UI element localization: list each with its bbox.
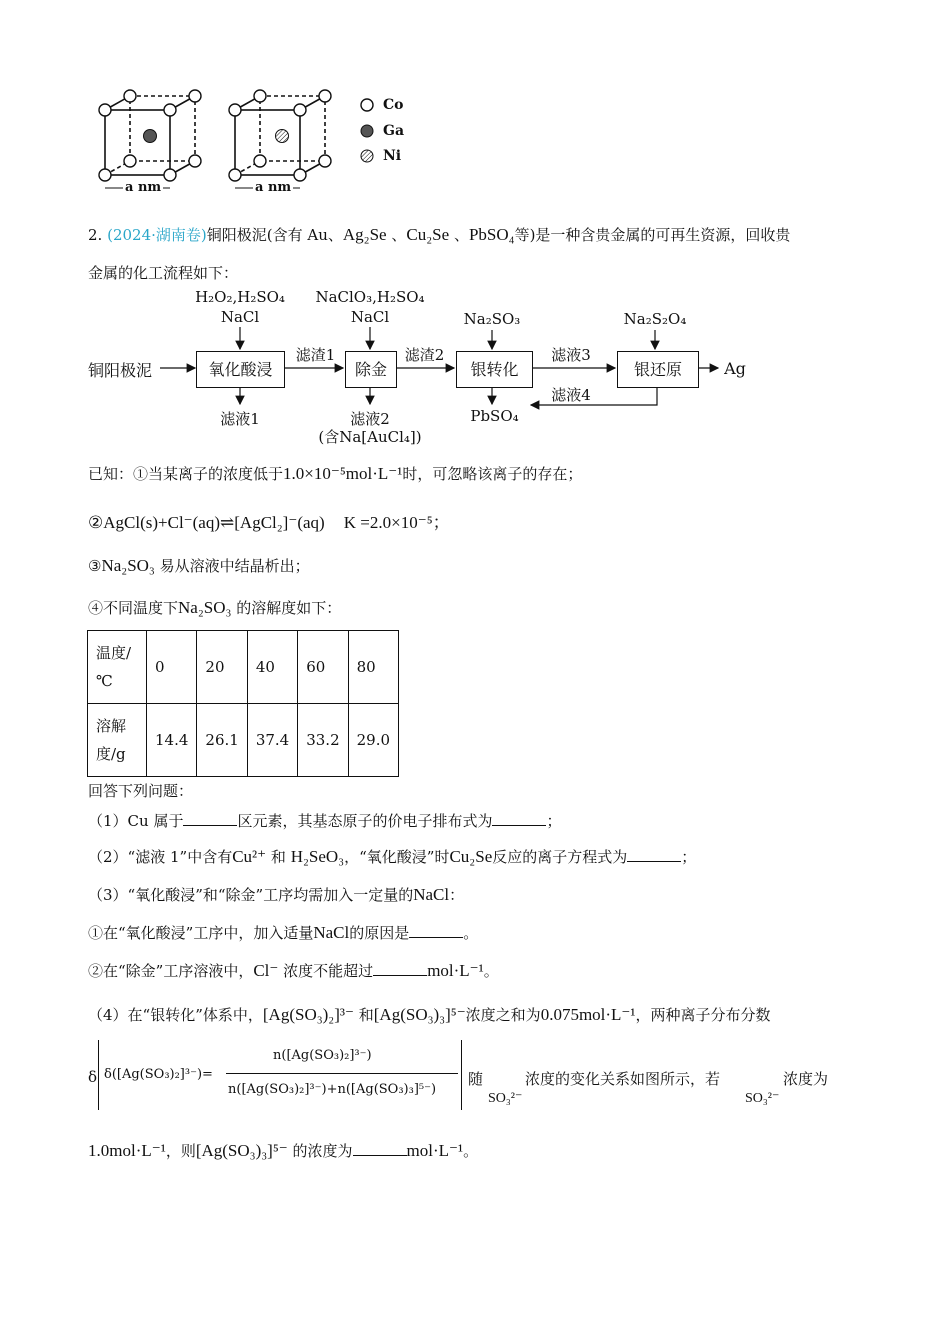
table-cell: 29.0 xyxy=(348,704,398,777)
part-2: （2）“滤液 1”中含有Cu²⁺ 和 H₂SeO₃，“氧化酸浸”时Cu₂Se反应的离子方程式为 ； xyxy=(88,847,697,866)
flow-reagent-2a: NaClO₃,H₂SO₄ xyxy=(315,288,425,306)
table-cell: 40 xyxy=(247,631,297,704)
part-4-text-2: 浓度为 xyxy=(783,1070,829,1088)
part-3: （3）“氧化酸浸”和“除金”工序均需加入一定量的NaCl： xyxy=(88,885,465,904)
flow-filtrate-2: 滤液2 xyxy=(350,410,390,428)
known-4: ④不同温度下Na₂SO₃ 的溶解度如下： xyxy=(88,598,342,617)
cell-edge-label-1: a nm xyxy=(125,180,162,195)
flow-residue-2: 滤渣2 xyxy=(404,346,445,364)
table-cell: 14.4 xyxy=(147,704,197,777)
flow-box-gold-removal: 除金 xyxy=(345,351,397,388)
known-1: 已知：①当某离子的浓度低于1.0×10⁻⁵mol·L⁻¹时，可忽略该离子的存在； xyxy=(88,464,583,483)
table-row xyxy=(88,631,399,704)
delta-symbol: δ xyxy=(88,1068,98,1086)
table-cell: 33.2 xyxy=(298,704,348,777)
part-4-cont: 随 xyxy=(468,1070,484,1088)
formula-lhs: δ([Ag(SO₃)₂]³⁻)= xyxy=(104,1067,213,1082)
known-3: ③Na₂SO₃ 易从溶液中结晶析出； xyxy=(88,556,310,575)
flow-filtrate-4: 滤液4 xyxy=(551,386,591,404)
distribution-formula xyxy=(88,1040,468,1112)
solubility-table xyxy=(87,630,399,777)
formula-denominator: n([Ag(SO₃)₂]³⁻)+n([Ag(SO₃)₃]⁵⁻) xyxy=(228,1082,437,1097)
flow-filtrate-1: 滤液1 xyxy=(220,410,260,428)
flow-reagent-3: Na₂SO₃ xyxy=(463,310,521,328)
legend-ni: Ni xyxy=(383,148,402,164)
part-1: （1）Cu 属于 区元素，其基态原子的价电子排布式为 ； xyxy=(88,812,562,830)
table-cell: 26.1 xyxy=(197,704,247,777)
flow-box-silver-reduction: 银还原 xyxy=(617,351,699,388)
question-intro: 2. (2024·湖南卷)铜阳极泥(含有 Au、Ag₂Se 、Cu₂Se 、PbSO₄等)是一种含贵金属的可再生资源，回收贵 xyxy=(88,225,791,244)
flow-reagent-4: Na₂S₂O₄ xyxy=(623,310,687,328)
table-cell: 37.4 xyxy=(247,704,297,777)
flow-end-ag: Ag xyxy=(724,359,746,378)
table-cell: 80 xyxy=(348,631,398,704)
flow-reagent-2b: NaCl xyxy=(350,308,390,326)
question-intro-2: 金属的化工流程如下： xyxy=(88,264,239,282)
part-4-final: 1.0mol·L⁻¹，则[Ag(SO₃)₃]⁵⁻ 的浓度为 mol·L⁻¹。 xyxy=(88,1141,479,1160)
flow-pbso4-out: PbSO₄ xyxy=(470,407,519,425)
flow-filtrate-2-note: (含Na[AuCl₄]) xyxy=(318,428,422,446)
part-4: （4）在“银转化”体系中，[Ag(SO₃)₂]³⁻ 和[Ag(SO₃)₃]⁵⁻浓度之和为0.075mol·L⁻¹，两种离子分布分数 xyxy=(88,1005,771,1024)
flow-residue-1: 滤渣1 xyxy=(295,346,336,364)
table-cell: 60 xyxy=(298,631,348,704)
part-3-1: ①在“氧化酸浸”工序中，加入适量NaCl的原因是 。 xyxy=(88,923,479,942)
table-row xyxy=(88,704,399,777)
legend-ga: Ga xyxy=(383,123,405,139)
flow-reagent-1a: H₂O₂,H₂SO₄ xyxy=(195,288,285,306)
flow-box-silver-conversion: 银转化 xyxy=(456,351,533,388)
sulfite-ion-2: SO₃²⁻ xyxy=(745,1091,780,1106)
answers-lead: 回答下列问题： xyxy=(88,782,194,800)
table-cell: 温度/℃ xyxy=(88,631,147,704)
table-cell: 0 xyxy=(147,631,197,704)
sulfite-ion-1: SO₃²⁻ xyxy=(488,1091,523,1106)
cell-edge-label-2: a nm xyxy=(255,180,292,195)
table-cell: 溶解度/g xyxy=(88,704,147,777)
part-3-2: ②在“除金”工序溶液中，Cl⁻ 浓度不能超过 mol·L⁻¹。 xyxy=(88,961,499,980)
part-4-text: 浓度的变化关系如图所示，若 xyxy=(525,1070,721,1088)
question-source: (2024·湖南卷) xyxy=(107,226,207,244)
flow-box-oxidation: 氧化酸浸 xyxy=(196,351,285,388)
legend-co: Co xyxy=(383,97,404,113)
flow-filtrate-3: 滤液3 xyxy=(551,346,591,364)
formula-numerator: n([Ag(SO₃)₂]³⁻) xyxy=(273,1048,372,1063)
flow-start: 铜阳极泥 xyxy=(88,361,153,380)
known-2: ②AgCl(s)+Cl⁻(aq)⇌[AgCl₂]⁻(aq) K =2.0×10⁻⁵； xyxy=(88,513,450,532)
table-cell: 20 xyxy=(197,631,247,704)
flow-reagent-1b: NaCl xyxy=(220,308,260,326)
